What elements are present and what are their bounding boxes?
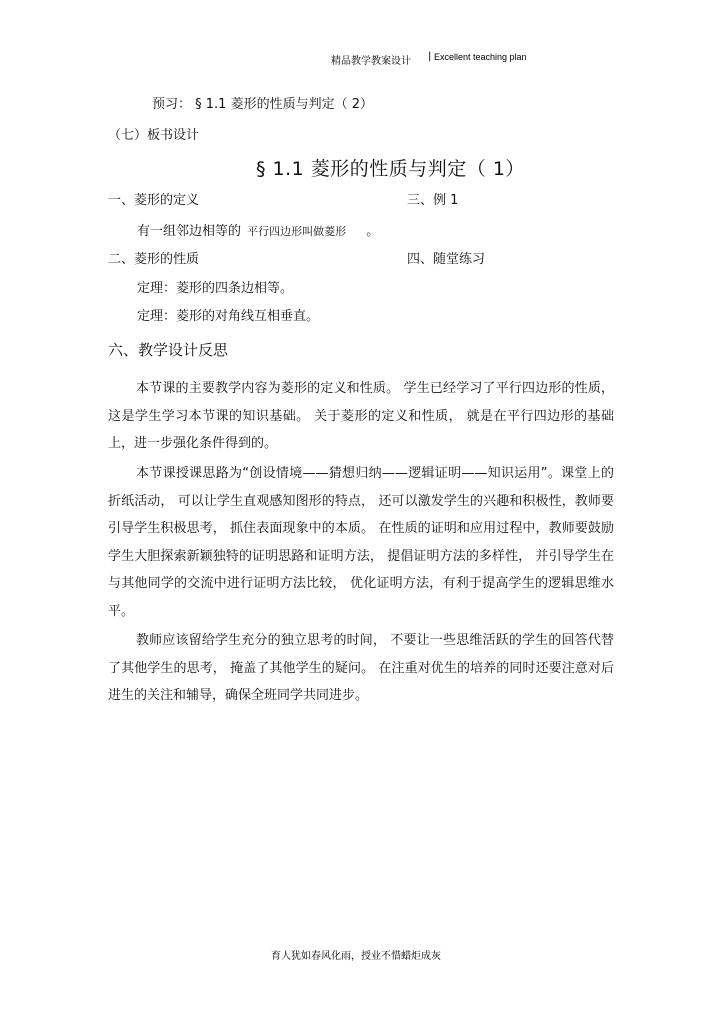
board-title: § 1.1 菱形的性质与判定（ 1） — [256, 158, 525, 180]
reflection-heading: 六、教学设计反思 — [108, 341, 229, 359]
reflection-paragraph-1: 本节课的主要教学内容为菱形的定义和性质。 学生已经学习了平行四边形的性质，这是学生学习本节课的知识基础。 关于菱形的定义和性质， 就是在平行四边形的基础上，进一步强化条件得到的。 — [108, 381, 614, 451]
theorem-diagonals: 定理：菱形的对角线互相垂直。 — [137, 309, 320, 324]
footer-motto: 育人犹如春风化雨，授业不惜蜡炬成灰 — [271, 951, 441, 962]
header-title-cn: 精品教学教案设计 — [331, 56, 411, 67]
header-separator: | — [428, 51, 432, 62]
section-properties: 二、菱形的性质 — [108, 252, 200, 267]
definition-suffix: 。 — [366, 224, 380, 239]
header-title-en: Excellent teaching plan — [434, 52, 527, 62]
reflection-paragraph-3: 教师应该留给学生充分的独立思考的时间， 不要让一些思维活跃的学生的回答代替了其他学生的思考， 掩盖了其他学生的疑问。 在注重对优生的培养的同时还要注意对后进生的关注和辅导，确保全班同学共同进步。 — [108, 633, 614, 703]
section-example: 三、例 1 — [407, 193, 459, 208]
definition-line — [137, 220, 379, 239]
section-definition: 一、菱形的定义 — [108, 193, 200, 208]
definition-prefix: 有一组邻边相等的 — [137, 224, 242, 239]
definition-emphasis: 平行四边形叫做菱形 — [247, 225, 347, 238]
section-practice: 四、随堂练习 — [407, 252, 486, 267]
preview-line: 预习： § 1.1 菱形的性质与判定（ 2） — [152, 97, 373, 112]
theorem-sides: 定理：菱形的四条边相等。 — [137, 281, 294, 296]
board-design-heading: （七）板书设计 — [108, 128, 200, 143]
reflection-paragraph-2: 本节课授课思路为“创设情境——猜想归纳——逻辑证明——知识运用”。课堂上的折纸活动， 可以让学生直观感知图形的特点， 还可以激发学生的兴趣和积极性，教师要引导学生积极思考， 抓住表面现象中的本质。 在性质的证明和应用过程中，教师要鼓励学生大胆探索新颖独特的证明思路和证明方法， 提倡证明方法的多样性， 并引导学生在与其他同学的交流中进行证明方法比较， 优化证明方法，有利于提高学生的逻辑思维水平。 — [108, 466, 614, 619]
